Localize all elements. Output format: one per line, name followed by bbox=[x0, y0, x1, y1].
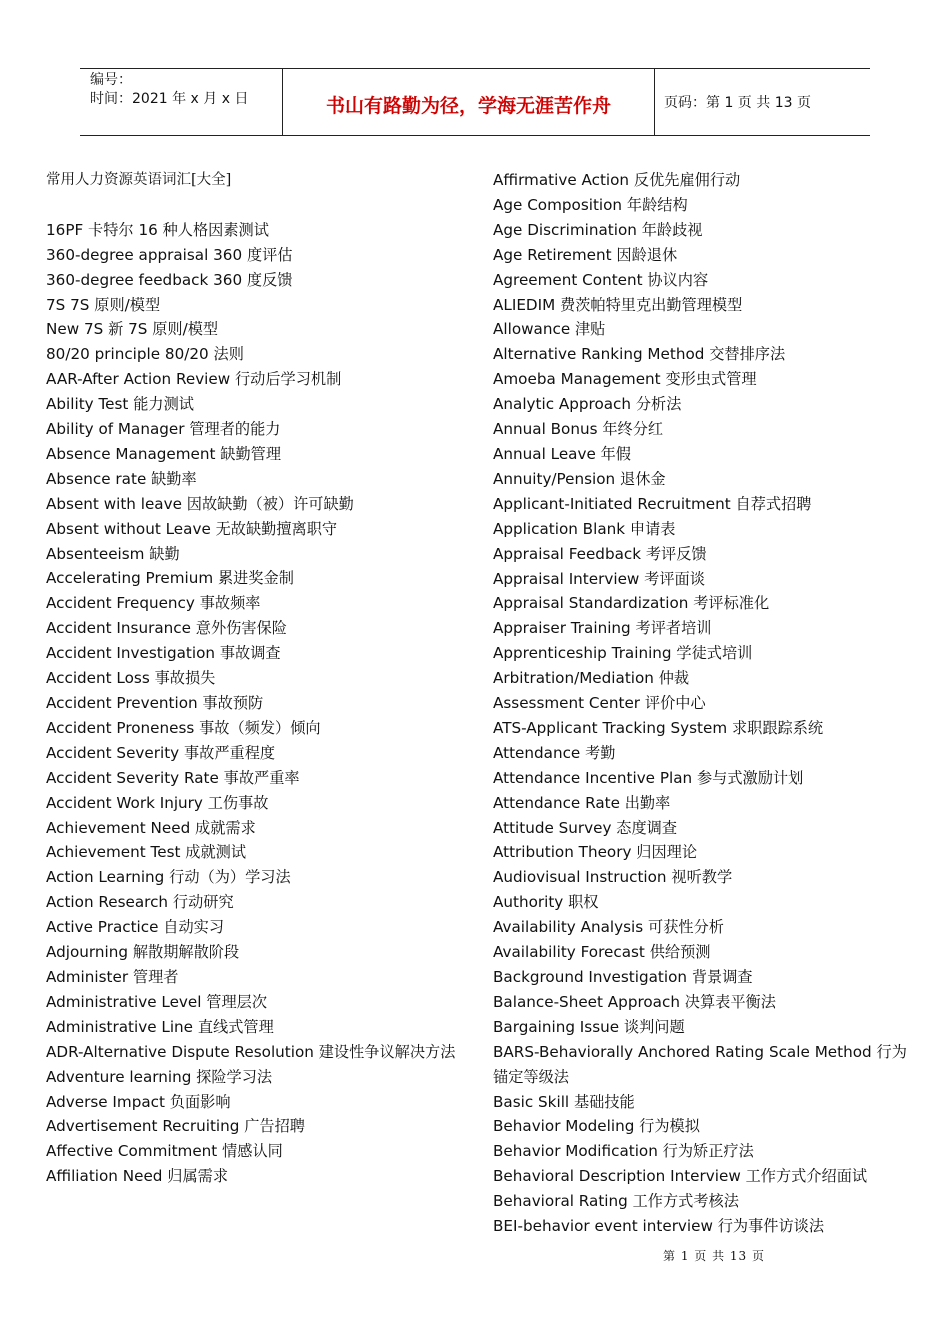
vocabulary-entry: Amoeba Management 变形虫式管理 bbox=[493, 370, 757, 389]
vocabulary-entry: Accident Proneness 事故（频发）倾向 bbox=[46, 718, 321, 737]
vocabulary-entry: Assessment Center 评价中心 bbox=[493, 694, 706, 713]
vocabulary-entry: Audiovisual Instruction 视听教学 bbox=[493, 868, 733, 887]
vocabulary-entry: Age Composition 年龄结构 bbox=[493, 195, 688, 214]
vocabulary-entry: Appraisal Standardization 考评标准化 bbox=[493, 594, 770, 613]
vocabulary-entry: Annual Leave 年假 bbox=[493, 444, 631, 463]
vocabulary-entry: Basic Skill 基础技能 bbox=[493, 1092, 635, 1111]
vocabulary-entry: Availability Analysis 可获性分析 bbox=[493, 918, 724, 937]
vocabulary-entry: Attendance 考勤 bbox=[493, 743, 616, 762]
header-page-info: 页码：第 1 页 共 13 页 bbox=[664, 95, 811, 111]
page-footer: 第 1 页 共 13 页 bbox=[663, 1249, 765, 1263]
vocabulary-entry: Application Blank 申请表 bbox=[493, 519, 676, 538]
vocabulary-entry: Appraisal Feedback 考评反馈 bbox=[493, 544, 707, 563]
vocabulary-entry: Background Investigation 背景调查 bbox=[493, 968, 753, 986]
vocabulary-entry: Availability Forecast 供给预测 bbox=[493, 943, 711, 962]
vocabulary-entry: Age Retirement 因龄退休 bbox=[493, 245, 678, 264]
vocabulary-entry: Alternative Ranking Method 交替排序法 bbox=[493, 345, 786, 364]
vocabulary-entry: Absent without Leave 无故缺勤擅离职守 bbox=[46, 519, 338, 538]
vocabulary-entry: New 7S 新 7S 原则/模型 bbox=[46, 320, 219, 339]
vocabulary-entry: 360-degree feedback 360 度反馈 bbox=[46, 270, 293, 289]
vocabulary-entry: Active Practice 自动实习 bbox=[46, 918, 225, 937]
left-vocabulary-list bbox=[46, 218, 466, 1189]
vocabulary-entry: Achievement Test 成就测试 bbox=[46, 843, 247, 862]
vocabulary-entry: Age Discrimination 年龄歧视 bbox=[493, 220, 703, 239]
vocabulary-entry: Affiliation Need 归属需求 bbox=[46, 1167, 229, 1186]
vocabulary-entry: Appraiser Training 考评者培训 bbox=[493, 619, 712, 638]
vocabulary-entry: Annual Bonus 年终分红 bbox=[493, 420, 664, 439]
date-label: 时间：2021 年 x 月 x 日 bbox=[90, 91, 249, 107]
vocabulary-entry: Accident Severity Rate 事故严重率 bbox=[46, 768, 300, 787]
vocabulary-entry: 16PF 卡特尔 16 种人格因素测试 bbox=[46, 220, 269, 239]
vocabulary-entry: Accident Frequency 事故频率 bbox=[46, 594, 261, 613]
vocabulary-entry: Behavior Modification 行为矫正疗法 bbox=[493, 1142, 754, 1161]
vocabulary-entry: Absence rate 缺勤率 bbox=[46, 469, 197, 488]
vocabulary-entry: BARS-Behaviorally Anchored Rating Scale Method 行为锚定等级法 bbox=[493, 1042, 907, 1086]
vocabulary-entry: Bargaining Issue 谈判问题 bbox=[493, 1017, 685, 1036]
vocabulary-entry: Adverse Impact 负面影响 bbox=[46, 1092, 231, 1111]
vocabulary-entry: ADR-Alternative Dispute Resolution 建设性争议解决方法 bbox=[46, 1042, 456, 1061]
vocabulary-entry: Apprenticeship Training 学徒式培训 bbox=[493, 644, 753, 663]
number-label: 编号： bbox=[90, 72, 132, 88]
vocabulary-entry: Ability of Manager 管理者的能力 bbox=[46, 420, 281, 439]
vocabulary-entry: Adventure learning 探险学习法 bbox=[46, 1067, 273, 1086]
vocabulary-entry: Accident Prevention 事故预防 bbox=[46, 694, 264, 713]
vocabulary-entry: Absent with leave 因故缺勤（被）许可缺勤 bbox=[46, 494, 354, 513]
vocabulary-entry: Action Learning 行动（为）学习法 bbox=[46, 868, 291, 887]
vocabulary-entry: Accident Work Injury 工伤事故 bbox=[46, 793, 269, 812]
document-title: 常用人力资源英语词汇[大全] bbox=[46, 172, 232, 188]
vocabulary-entry: 360-degree appraisal 360 度评估 bbox=[46, 245, 293, 264]
right-vocabulary-list bbox=[493, 168, 907, 1239]
vocabulary-entry: Administer 管理者 bbox=[46, 967, 179, 986]
vocabulary-entry: Allowance 津贴 bbox=[493, 320, 606, 339]
vocabulary-entry: Behavioral Description Interview 工作方式介绍面试 bbox=[493, 1167, 868, 1186]
vocabulary-entry: ATS-Applicant Tracking System 求职跟踪系统 bbox=[493, 718, 824, 737]
vocabulary-entry: 80/20 principle 80/20 法则 bbox=[46, 345, 244, 364]
vocabulary-entry: Behavioral Rating 工作方式考核法 bbox=[493, 1192, 739, 1211]
vocabulary-entry: 7S 7S 原则/模型 bbox=[46, 295, 161, 314]
vocabulary-entry: Achievement Need 成就需求 bbox=[46, 818, 256, 837]
vocabulary-entry: ALIEDIM 费茨帕特里克出勤管理模型 bbox=[493, 295, 743, 314]
page-header bbox=[80, 68, 870, 136]
vocabulary-entry: Behavior Modeling 行为模拟 bbox=[493, 1117, 700, 1136]
vocabulary-entry: Applicant-Initiated Recruitment 自荐式招聘 bbox=[493, 494, 812, 513]
vocabulary-entry: Accident Loss 事故损失 bbox=[46, 669, 216, 688]
vocabulary-entry: Attendance Incentive Plan 参与式激励计划 bbox=[493, 768, 804, 787]
vocabulary-entry: Accident Severity 事故严重程度 bbox=[46, 743, 276, 762]
vocabulary-entry: Attitude Survey 态度调查 bbox=[493, 818, 678, 837]
vocabulary-entry: Ability Test 能力测试 bbox=[46, 395, 194, 414]
vocabulary-entry: Absenteeism 缺勤 bbox=[46, 544, 180, 563]
vocabulary-entry: Agreement Content 协议内容 bbox=[493, 270, 709, 289]
vocabulary-entry: Affirmative Action 反优先雇佣行动 bbox=[493, 171, 741, 189]
vocabulary-entry: Action Research 行动研究 bbox=[46, 893, 234, 912]
vocabulary-entry: Accident Insurance 意外伤害保险 bbox=[46, 619, 287, 638]
left-column bbox=[46, 168, 466, 1189]
vocabulary-entry: Affective Commitment 情感认同 bbox=[46, 1142, 283, 1161]
vocabulary-entry: Attribution Theory 归因理论 bbox=[493, 843, 698, 862]
vocabulary-entry: Authority 职权 bbox=[493, 893, 599, 912]
vocabulary-entry: Administrative Line 直线式管理 bbox=[46, 1017, 274, 1036]
vocabulary-entry: Absence Management 缺勤管理 bbox=[46, 444, 282, 463]
vocabulary-entry: AAR-After Action Review 行动后学习机制 bbox=[46, 370, 342, 389]
header-left bbox=[80, 69, 282, 135]
vocabulary-entry: Accelerating Premium 累进奖金制 bbox=[46, 569, 294, 588]
right-column bbox=[493, 168, 907, 1239]
vocabulary-entry: Accident Investigation 事故调查 bbox=[46, 644, 281, 663]
vocabulary-entry: Appraisal Interview 考评面谈 bbox=[493, 569, 705, 588]
spacer bbox=[46, 193, 466, 218]
header-motto: 书山有路勤为径，学海无涯苦作舟 bbox=[282, 69, 655, 135]
vocabulary-entry: Balance-Sheet Approach 决算表平衡法 bbox=[493, 992, 776, 1011]
vocabulary-entry: Advertisement Recruiting 广告招聘 bbox=[46, 1117, 305, 1136]
vocabulary-entry: Adjourning 解散期解散阶段 bbox=[46, 943, 240, 962]
vocabulary-entry: Arbitration/Mediation 仲裁 bbox=[493, 669, 690, 688]
vocabulary-entry: BEI-behavior event interview 行为事件访谈法 bbox=[493, 1217, 825, 1236]
vocabulary-entry: Analytic Approach 分析法 bbox=[493, 395, 682, 414]
vocabulary-entry: Attendance Rate 出勤率 bbox=[493, 793, 671, 812]
vocabulary-entry: Administrative Level 管理层次 bbox=[46, 992, 268, 1011]
vocabulary-entry: Annuity/Pension 退休金 bbox=[493, 469, 666, 488]
